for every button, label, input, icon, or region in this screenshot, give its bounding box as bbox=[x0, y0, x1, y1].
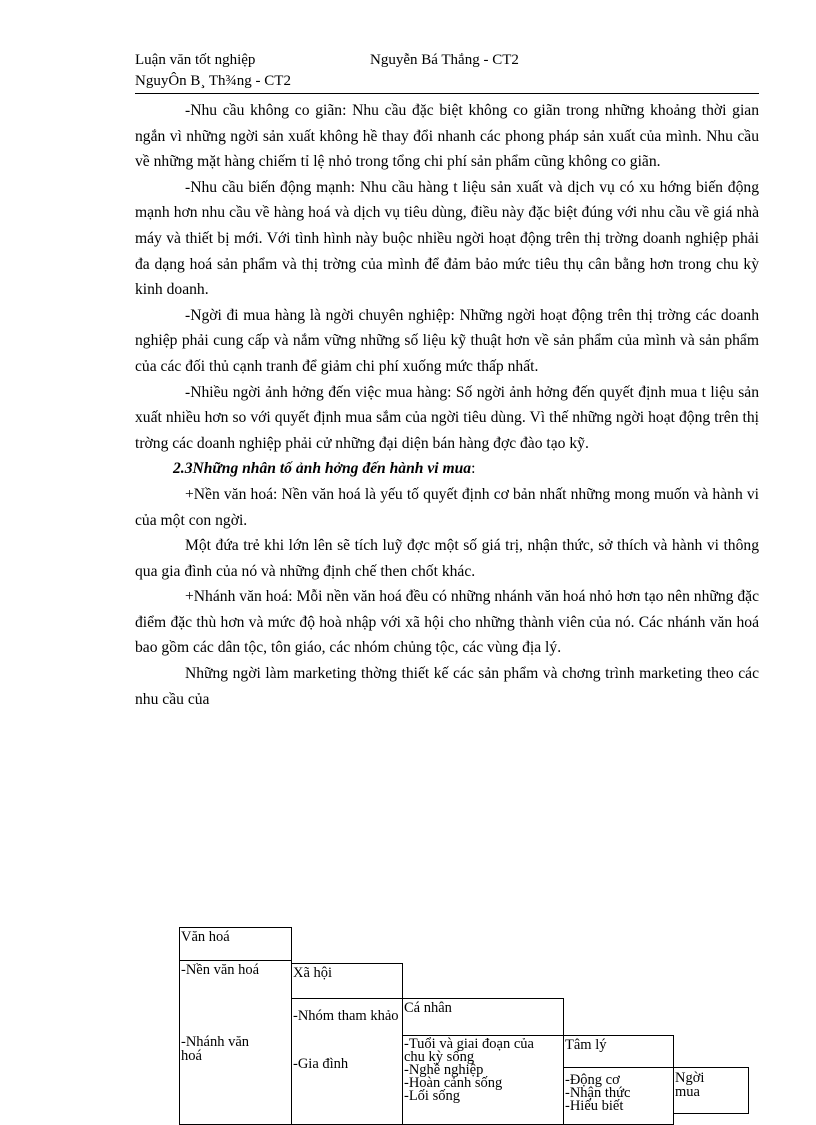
psychological-item-motivation: -Động cơ bbox=[565, 1072, 620, 1088]
box-culture-items bbox=[179, 960, 292, 1125]
header-thesis-label: Luận văn tốt nghiệp bbox=[135, 52, 256, 68]
psychological-title: Tâm lý bbox=[565, 1037, 607, 1053]
personal-item-occupation: -Nghề nghiệp bbox=[404, 1062, 484, 1078]
section-heading bbox=[135, 456, 759, 482]
box-personal-title bbox=[402, 998, 564, 1036]
social-title: Xã hội bbox=[293, 965, 333, 981]
header-author-encoded: NguyÔn B¸ Th¾ng - CT2 bbox=[135, 73, 291, 89]
paragraph-professional-buyer: -Ngời đi mua hàng là ngời chuyên nghiệp: Những ngời hoạt động trên thị trờng các doanh nghiệp phải cung cấp và nắm vững những số liệu kỹ thuật hơn về sản phẩm của mình và sản phẩm của các đối thủ cạnh tranh để giảm chi phí xuống mức thấp nhất. bbox=[135, 306, 759, 375]
culture-item-core: -Nền văn hoá bbox=[181, 962, 260, 978]
header-divider bbox=[135, 93, 759, 94]
personal-item-circumstances: -Hoàn cảnh sống bbox=[404, 1075, 503, 1091]
personal-item-age: -Tuổi và giai đoạn của chu kỳ sống bbox=[404, 1036, 534, 1065]
paragraph-many-influencers: -Nhiều ngời ảnh hởng đến việc mua hàng: Số ngời ảnh hởng đến quyết định mua t liệu sản xuất nhiều hơn so với quyết định mua sắm của ngời tiêu dùng. Vì thế những ngời hoạt động trên thị trờng các doanh nghiệp phải cử những đại diện bán hàng đợc đào tạo kỹ. bbox=[135, 383, 759, 452]
box-social-title bbox=[291, 963, 403, 999]
box-social-items bbox=[291, 998, 403, 1125]
box-psychological-title bbox=[563, 1035, 674, 1068]
paragraph-inelastic-demand: -Nhu cầu không co giãn: Nhu cầu đặc biệt không co giãn trong những khoảng thời gian ngắn vì những ngời sản xuất không hề thay đổi nhanh các phong pháp sản xuất của mình. Nhu cầu về những mặt hàng chiếm tỉ lệ nhỏ trong tổng chi phí sản phẩm cũng không co giãn. bbox=[135, 102, 759, 171]
social-item-family: -Gia đình bbox=[293, 1056, 349, 1072]
paragraph-culture: +Nền văn hoá: Nền văn hoá là yếu tố quyết định cơ bản nhất những mong muốn và hành vi của một con ngời. bbox=[135, 485, 759, 529]
culture-item-subculture: -Nhánh văn hoá bbox=[181, 1034, 250, 1064]
box-buyer bbox=[673, 1067, 749, 1114]
buyer-title: Ngời mua bbox=[675, 1070, 705, 1100]
paragraph-marketers: Những ngời làm marketing thờng thiết kế các sản phẩm và chơng trình marketing theo các nhu cầu của bbox=[135, 665, 759, 708]
box-psychological-items bbox=[563, 1067, 674, 1125]
box-personal-items bbox=[402, 1035, 564, 1125]
social-item-reference-groups: -Nhóm tham khảo bbox=[293, 1008, 399, 1024]
personal-title: Cá nhân bbox=[404, 1000, 452, 1016]
paragraph-volatile-demand: -Nhu cầu biến động mạnh: Nhu cầu hàng t liệu sản xuất và dịch vụ có xu hớng biến động mạnh hơn nhu cầu về hàng hoá và dịch vụ tiêu dùng, điều này đặc biệt đúng với nhu cầu về giá nhà máy và thiết bị mới. Với tình hình này buộc nhiều ngời hoạt động trên thị trờng doanh nghiệp phải đa dạng hoá sản phẩm và thị trờng của mình để đảm bảo mức tiêu thụ cân bằng hơn trong chu kỳ kinh doanh. bbox=[135, 178, 759, 299]
section-heading-colon: : bbox=[471, 460, 476, 478]
box-culture-title bbox=[179, 927, 292, 961]
paragraph-subculture: +Nhánh văn hoá: Mỗi nền văn hoá đều có những nhánh văn hoá nhỏ hơn tạo nên những đặc điểm đặc thù hơn và mức độ hoà nhập với xã hội cho những thành viên của nó. Các nhánh văn hoá bao gồm các dân tộc, tôn giáo, các nhóm chủng tộc, các vùng địa lý. bbox=[135, 588, 759, 657]
psychological-item-perception: -Nhận thức bbox=[565, 1085, 631, 1101]
document-body bbox=[135, 98, 759, 712]
header-author: Nguyễn Bá Thắng - CT2 bbox=[370, 52, 519, 68]
section-heading-text: 2.3Những nhân tố ảnh hởng đến hành vi mua bbox=[173, 460, 472, 478]
culture-title: Văn hoá bbox=[181, 929, 230, 945]
psychological-item-learning: -Hiểu biết bbox=[565, 1098, 624, 1114]
personal-item-lifestyle: -Lối sống bbox=[404, 1088, 460, 1104]
paragraph-child-learning: Một đứa trẻ khi lớn lên sẽ tích luỹ đợc một số giá trị, nhận thức, sở thích và hành vi thông qua gia đình của nó và những định chế then chốt khác. bbox=[135, 537, 759, 580]
